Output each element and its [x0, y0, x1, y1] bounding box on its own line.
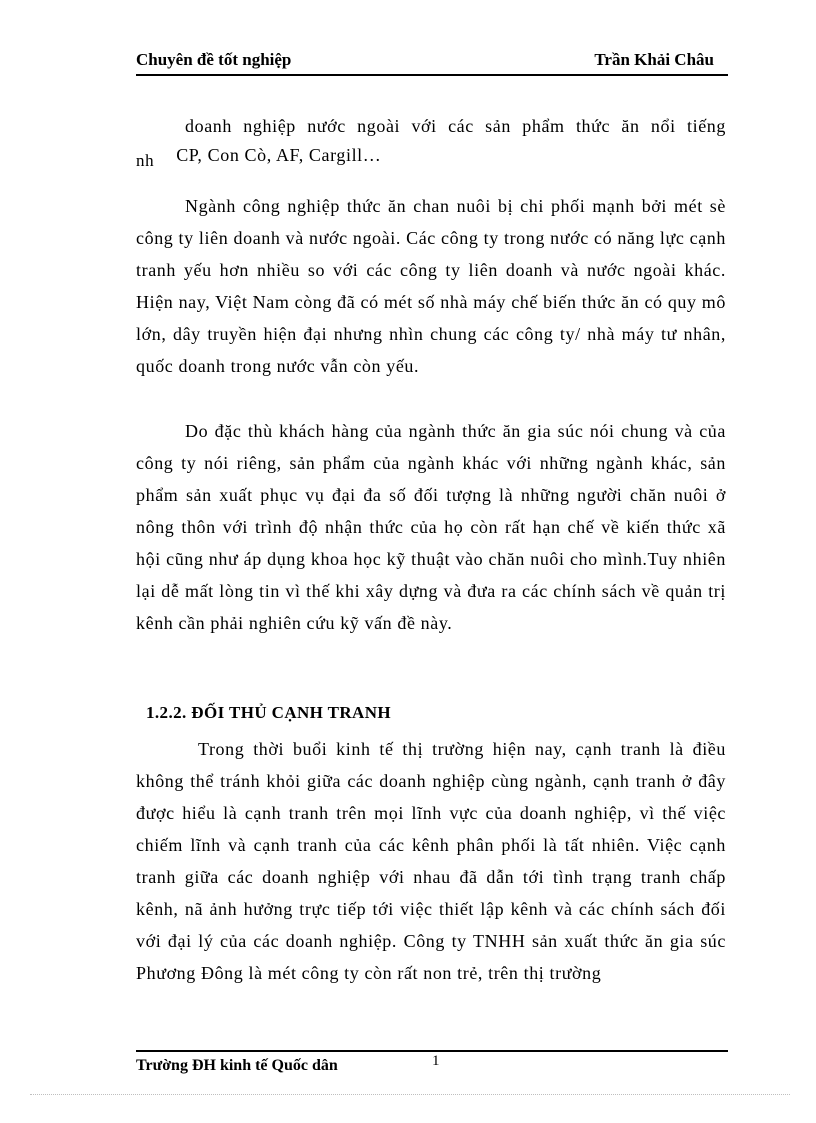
- paragraph-1-tail: CP, Con Cò, AF, Cargill…: [176, 145, 382, 165]
- page-header: [136, 50, 728, 76]
- paragraph-2: Ngành công nghiệp thức ăn chan nuôi bị chi phối mạnh bởi mét sè công ty liên doanh và nước ngoài. Các công ty trong nước có năng lực cạnh tranh yếu hơn nhiều so với các công ty liên doanh và nước ngoài khác. Hiện nay, Việt Nam còng đã có mét số nhà máy chế biến thức ăn có quy mô lớn, dây truyền hiện đại nhưng nhìn chung các công ty/ nhà máy tư nhân, quốc doanh trong nước vẫn còn yếu.: [136, 196, 726, 376]
- section-heading: 1.2.2. ĐỐI THỦ CẠNH TRANH: [146, 703, 392, 722]
- page-boundary-line: [30, 1094, 790, 1095]
- header-document-title: Chuyên đề tốt nghiệp: [136, 50, 292, 69]
- paragraph-1: [136, 112, 726, 170]
- paragraph-1-fragment: nh: [136, 151, 155, 170]
- paragraph-4: Trong thời buổi kinh tế thị trường hiện nay, cạnh tranh là điều không thể tránh khỏi giữa các doanh nghiệp cùng ngành, cạnh tranh ở đây được hiểu là cạnh tranh trên mọi lĩnh vực của doanh nghiệp, vì thế việc chiếm lĩnh và cạnh tranh của các kênh phân phối là tất nhiên. Việc cạnh tranh giữa các doanh nghiệp với nhau đã dẫn tới tình trạng tranh chấp kênh, nã ảnh hưởng trực tiếp tới việc thiết lập kênh và các chính sách đối với đại lý của các doanh nghiệp. Công ty TNHH sản xuất thức ăn gia súc Phương Đông là mét công ty còn rất non trẻ, trên thị trường: [136, 739, 726, 983]
- paragraph-1-main: doanh nghiệp nước ngoài với các sản phẩm thức ăn nổi tiếng: [185, 116, 726, 136]
- page-footer: [136, 1050, 728, 1080]
- header-author-name: Trần Khải Châu: [594, 50, 714, 69]
- page-number: 1: [432, 1053, 440, 1069]
- paragraph-3: Do đặc thù khách hàng của ngành thức ăn gia súc nói chung và của công ty nói riêng, sản phẩm của ngành khác với những ngành khác, sản phẩm sản xuất phục vụ đại đa số đối tượng là những người chăn nuôi ở nông thôn với trình độ nhận thức của họ còn rất hạn chế về kiến thức xã hội cũng như áp dụng khoa học kỹ thuật vào chăn nuôi cho mình.Tuy nhiên lại dễ mất lòng tin vì thế khi xây dựng và đưa ra các chính sách về quản trị kênh cần phải nghiên cứu kỹ vấn đề này.: [136, 421, 726, 633]
- footer-school-name: Trường ĐH kinh tế Quốc dân: [136, 1057, 338, 1074]
